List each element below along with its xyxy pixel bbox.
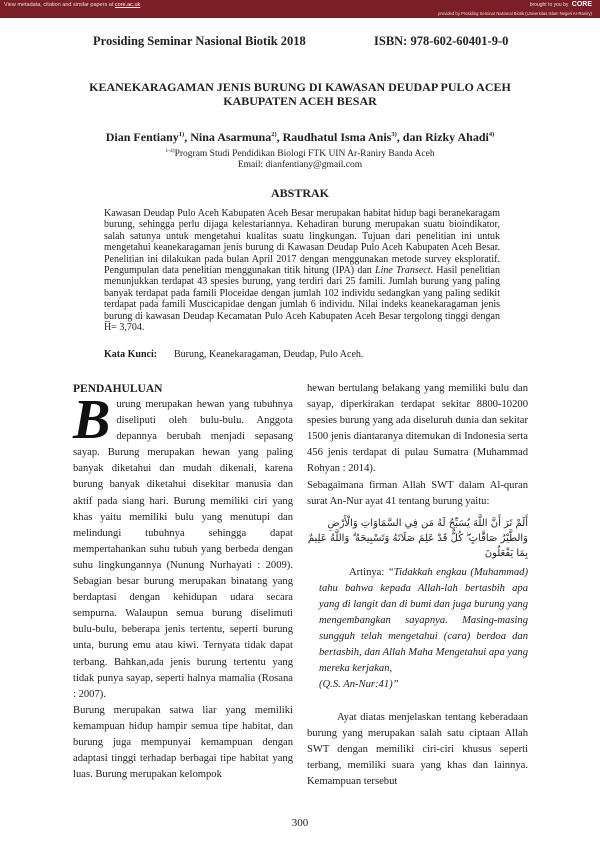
author-name: Raudhatul Isma Anis bbox=[282, 130, 392, 144]
abstract-heading: ABSTRAK bbox=[270, 186, 329, 200]
page-number: 300 bbox=[291, 817, 309, 829]
right-column bbox=[307, 381, 528, 790]
abstract-text: Kawasan Deudap Pulo Aceh Kabupaten Aceh Besar merupakan habitat hidup bagi beranekaragam burung, sehingga perlu dijaga kelestariannya. Kehadiran burung merupakan suatu bioindikator, salah satunya untuk mengetahui kualitas suatu lingkungan. Tujuan dari penelitian ini untuk mengetahui keanekaragaman jenis burung di Kawasan Deudap Pulo Aceh Kabupaten Aceh Besar. Penelitian ini dilakukan pada bulan April 2017 dengan menggunakan metode survey eksploratif. Pengumpulan data penelitian menggunakan titik hitung (IPA) dan Line Transect. Hasil penelitian menunjukkan terdapat 43 spesies burung, yang terdiri dari 25 famili. Jumlah burung yang paling banyak terdapat pada famili Ploceidae dengan jumlah 102 individu sedangkan yang paling sedikit terdapat pada famili Muscicapidae dengan jumlah 6 individu. Nilai indeks keanekaragaman jenis burung di kawasan Deudap Kecamatan Pulo Aceh Kabupaten Aceh Besar tergolong tinggi dengan H̅= 3,704. bbox=[104, 208, 500, 334]
keywords bbox=[104, 349, 363, 360]
core-provider: provided by Prosiding Seminar Nasional Biotik (Universitas Islam Negeri Ar-Raniry) bbox=[438, 11, 592, 16]
section-heading: PENDAHULUAN bbox=[73, 383, 163, 395]
core-metadata-link[interactable]: View metadata, citation and similar papers at core.ac.uk bbox=[4, 2, 141, 8]
email: Email: dianfentiany@gmail.com bbox=[237, 160, 363, 171]
quran-verse: أَلَمْ تَرَ أَنَّ اللَّهَ يُسَبِّحُ لَهُ مَن فِي السَّمَاوَاتِ وَالْأَرْضِ وَالطَّيْرُ صَافَّاتٍ ۖ كُلٌّ قَدْ عَلِمَ صَلَاتَهُ وَتَسْبِيحَهُ ۗ وَاللَّهُ عَلِيمٌ بِمَا يَفْعَلُونَ bbox=[307, 517, 528, 559]
affiliation: $^{1-4)}$Program Studi Pendidikan Biologi FTK UIN Ar-Raniry Banda Aceh Email: dianfentiany@gmail.com bbox=[60, 146, 540, 171]
author-name: Dian Fentiany bbox=[105, 130, 179, 144]
verse-translation: Artinya: “Tidakkah engkau (Muhammad) tahu bahwa kepada Allah-lah bertasbih apa yang di langit dan di bumi dan juga burung yang mengembangkan sayapnya. Masing-masing sungguh telah mengetahui (cara) berdoa dan bertasbih, dan Allah Maha Mengetahui apa yang mereka kerjakan, (Q.S. An-Nur:41)” bbox=[319, 566, 529, 691]
paragraph: hewan bertulang belakang yang memiliki bulu dan sayap, diperkirakan terdapat sekitar 8800-10200 spesies burung yang ada diseluruh dunia dan sekitar 1500 jenis diantaranya ditemukan di Indonesia serta 456 jenis terdapat di pulau Sumatra (Muhammad Rohyan : 2014). bbox=[307, 383, 528, 475]
keywords-value: Burung, Keanekaragaman, Deudap, Pulo Aceh. bbox=[174, 349, 364, 360]
paragraph: Ayat diatas menjelaskan tentang keberadaan burung yang merupakan salah satu ciptaan Allah SWT dengan memiliki ciri-ciri khusus seperti terbang, memiliki suara yang khas dan lainnya. Kemampuan tersebut bbox=[307, 711, 528, 787]
core-logo[interactable]: CORE bbox=[571, 1, 592, 8]
core-link[interactable]: core.ac.uk bbox=[114, 2, 141, 8]
author-name: Nina Asarmuna bbox=[190, 130, 272, 144]
journal-name: Prosiding Seminar Nasional Biotik 2018 bbox=[93, 34, 306, 48]
keywords-label: Kata Kunci: bbox=[104, 349, 158, 360]
isbn: ISBN: 978-602-60401-9-0 bbox=[374, 34, 509, 48]
drop-cap: B bbox=[73, 389, 111, 451]
core-brand[interactable]: brought to you by CORE bbox=[529, 1, 592, 8]
paragraph: urung merupakan hewan yang tubuhnya diseliputi oleh bulu-bulu. Anggota depannya berubah menjadi sepasang sayap. Burung merupakan hewan yang paling banyak diketahui dan mudah dikenali, karena burung banyak diketahui disekitar manusia dan aktif pada siang hari. Burung memiliki ciri yang khas yaitu memiliki bulu yang menutupi dan melindungi tubuhnya sehingga dapat mempertahankan suhu tubuh yang berbeda dengan suhu lingkungannya (Nunung Nurhayati : 2009). Sebagian besar burung merupakan binatang yang berdaptasi dengan kehidupan udara secara sempurna. Walaupun semua burung diselimuti bulu-bulu, beberapa jenis tertentu, seperti burung unta, burung emu atau kiwi. Ternyata tidak dapat terbang. Bahkan,ada jenis burung tertentu yang tidak punya sayap, seperti halnya mamalia (Rosana : 2007). bbox=[73, 399, 293, 700]
paragraph: Sebagaimana firman Allah SWT dalam Al-quran surat An-Nur ayat 41 tentang burung yaitu: bbox=[307, 479, 528, 507]
paper-title bbox=[60, 80, 540, 108]
title-line-2: KABUPATEN ACEH BESAR bbox=[223, 94, 377, 108]
paragraph: Burung merupakan satwa liar yang memiliki kemampuan hidup hampir semua tipe habitat, dan burung juga mempunyai kemampuan dengan adaptasi tinggi terhadap berbagai tipe habitat yang luas. Burung merupakan kelompok bbox=[73, 704, 293, 781]
author-name: Rizky Ahadi bbox=[425, 130, 489, 144]
left-column bbox=[73, 381, 293, 783]
title-line-1: KEANEKARAGAMAN JENIS BURUNG DI KAWASAN DEUDAP PULO ACEH bbox=[89, 80, 511, 94]
author-list: Dian Fentiany$^{1)}$, Nina Asarmuna$^{2)}$, Raudhatul Isma Anis$^{3)}$, dan Rizky Ahadi$^{4)}$ bbox=[105, 130, 495, 144]
